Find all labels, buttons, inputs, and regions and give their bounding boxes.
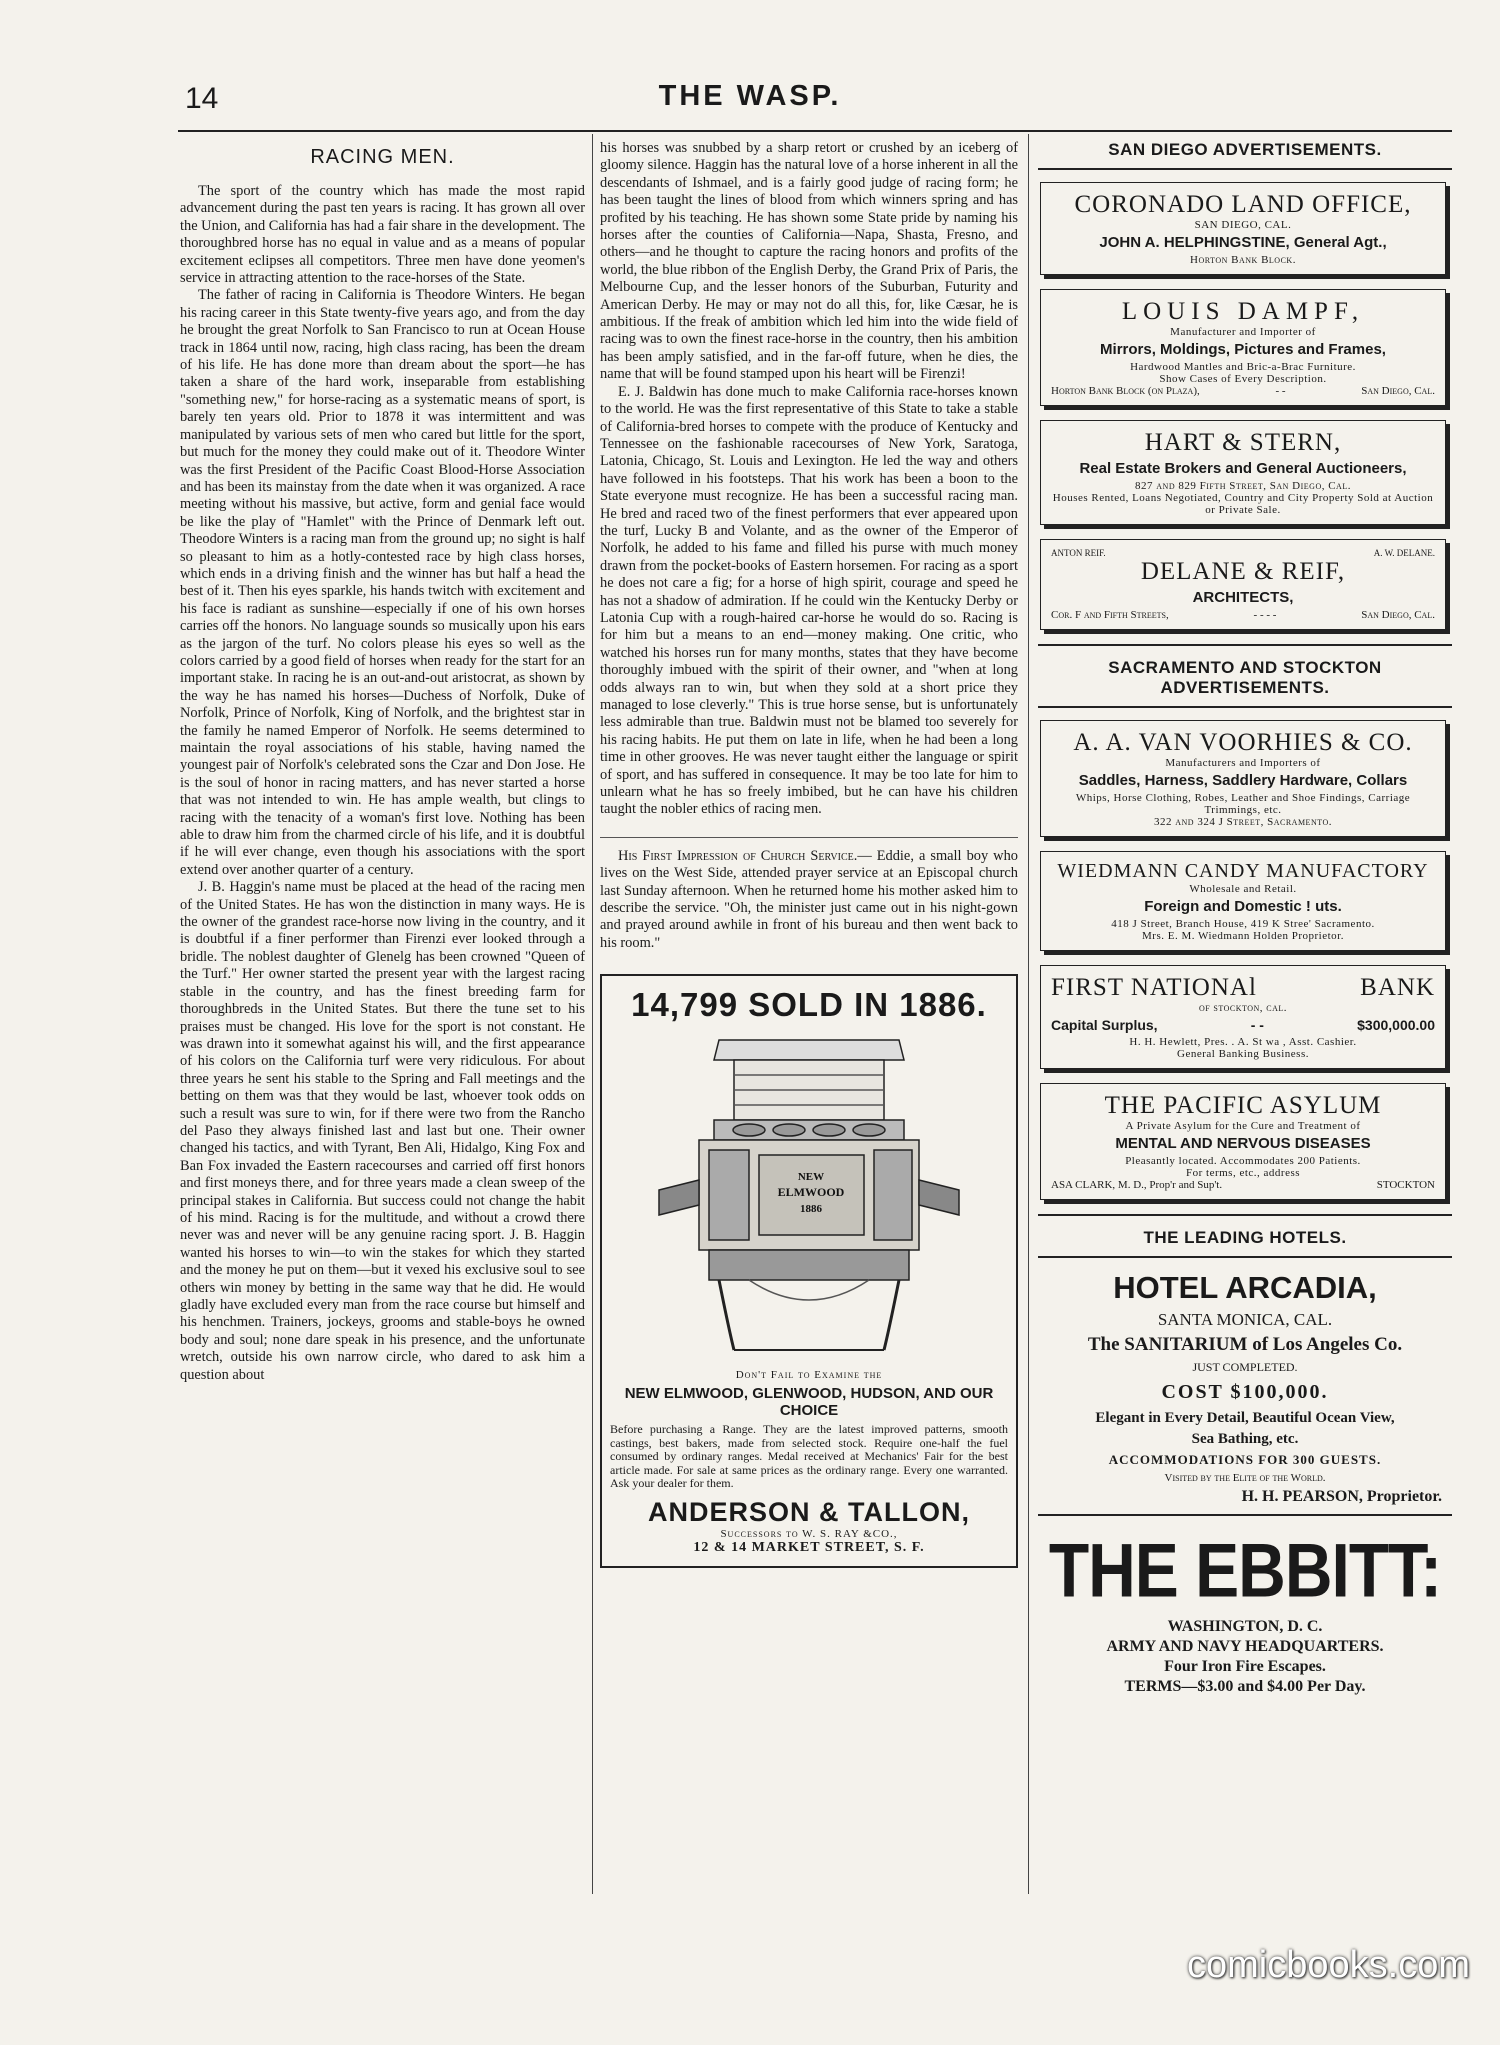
hotels-heading: THE LEADING HOTELS. — [1143, 1228, 1347, 1247]
bank-name-end: BANK — [1360, 974, 1435, 1001]
bank-officers: H. H. Hewlett, Pres. . A. St wa , Asst. Cashier. — [1129, 1036, 1357, 1048]
voorhies-products: Saddles, Harness, Saddlery Hardware, Collars — [1078, 772, 1408, 789]
stove-description: Before purchasing a Range. They are the latest improved patterns, smooth castings, best bakers, made from selected stock. Require one-half the fuel consumed by ordinary ranges. Medal received at Mechanics' Fair for the best article made. For sale at same prices as the ordinary range. Every one warranted. Ask your dealer for them. — [610, 1422, 1008, 1491]
arcadia-sanitarium: The SANITARIUM of Los Angeles Co. — [1087, 1334, 1403, 1355]
article-continued — [600, 140, 1018, 819]
section-rule — [1038, 644, 1452, 646]
arcadia-sea: Sea Bathing, etc. — [1191, 1431, 1299, 1447]
dampf-name: LOUIS DAMPF, — [1121, 298, 1365, 325]
hart-stern-name: HART & STERN, — [1144, 429, 1342, 456]
bank-capital-label: Capital Surplus, — [1051, 1017, 1158, 1033]
header-rule — [178, 130, 1452, 132]
wiedmann-ad — [1040, 851, 1446, 951]
dampf-line: Show Cases of Every Description. — [1159, 373, 1327, 385]
hart-stern-services: Houses Rented, Loans Negotiated, Country and City Property Sold at Auction or Private Sale. — [1052, 492, 1434, 516]
bank-city: of stockton, cal. — [1198, 1002, 1288, 1014]
column-rule-1 — [592, 134, 593, 1894]
bank-name-row — [1051, 974, 1435, 1002]
delane-name-small: A. W. DELANE. — [1373, 548, 1435, 558]
voorhies-address: 322 and 324 J Street, Sacramento. — [1153, 816, 1332, 828]
arcadia-cost: COST $100,000. — [1161, 1381, 1329, 1403]
asylum-line: For terms, etc., address — [1185, 1167, 1301, 1179]
delane-names-row — [1051, 548, 1435, 558]
article-title: RACING MEN. — [310, 146, 455, 168]
wiedmann-name: WIEDMANN CANDY MANUFACTORY — [1057, 860, 1429, 882]
ebbitt-terms: TERMS—$3.00 and $4.00 Per Day. — [1124, 1678, 1366, 1695]
arcadia-completed: JUST COMPLETED. — [1192, 1360, 1298, 1374]
dampf-products: Mirrors, Moldings, Pictures and Frames, — [1100, 341, 1386, 358]
right-column — [1038, 140, 1452, 1698]
anecdote-text: Eddie, a small boy who lives on the West Side, attended prayer service at an Episcopal church last Sunday afternoon. When he returned home his mother asked him to describe the service. "Oh, the minister just came out in his night-gown and prayed around awhile in front of his bureau and then went back to his room." — [600, 847, 1018, 951]
bank-name: FIRST NATIONAl — [1051, 974, 1257, 1001]
arcadia-accommodations: ACCOMMODATIONS FOR 300 GUESTS. — [1108, 1452, 1382, 1467]
newspaper-masthead: THE WASP. — [658, 80, 842, 112]
stove-firm-name: ANDERSON & TALLON, — [648, 1496, 970, 1527]
section-rule — [1038, 706, 1452, 708]
asylum-name: THE PACIFIC ASYLUM — [1104, 1092, 1382, 1119]
section-rule — [1038, 1256, 1452, 1258]
asylum-city: STOCKTON — [1376, 1179, 1435, 1191]
asylum-line: A Private Asylum for the Cure and Treatment of — [1125, 1120, 1361, 1132]
reif-name: ANTON REIF. — [1051, 548, 1106, 558]
article-paragraph: The sport of the country which has made the most rapid advancement during the past ten years is racing. It has grown all over the Union, and California has had a fair share in the development. The thoroughbred horse has no equal in value and as a means of popular excitement eclipses all competitors. Three men have done yeomen's service in attracting attention to the race-horses of the State. — [180, 183, 585, 287]
anecdote — [600, 848, 1018, 952]
delane-address-right: San Diego, Cal. — [1361, 609, 1435, 621]
dampf-line: Hardwood Mantles and Bric-a-Brac Furniture. — [1130, 361, 1356, 373]
article-paragraph: E. J. Baldwin has done much to make California race-horses known to the world. He was the first representative of this State to take a stable of California-bred horses to compete with the produce of Kentucky and Tennessee on the fashionable racecourses of New York, Saratoga, Latonia, Chicago, St. Louis and Lexington. He led the way and others have followed in his footsteps. That his work has been a boon to the State everyone must recognize. He has been a successful racing man. He bred and raced two of the finest performers that ever appeared upon the turf, Lucky B and Volante, and as the owner of the Emperor of Norfolk, he added to his fame and filled his purse with much money drawn from the pocket-books of Eastern horsemen. For racing as a sport he does not care a fig; for a horse of high spirit, courage and speed he has not a shadow of admiration. If he could win the Kentucky Derby or Latonia Cup with a rough-haired car-horse he would do so. Racing is for him but a means to an end—money making. One critic, who watched his horses run for many months, states that they have become thoroughly imbued with the spirit of their owner, and "when at long odds always ran to win, but when they sold at a short price they managed to lose cleverly." This is true horse sense, but is unfortunately less admirable than true. Baldwin must not be blamed too severely for his racing habits. He put them on late in life, when he had been a long time in other grooves. He was never taught either the language or spirit of sport, and has suffered in consequence. It may be too late for him to unlearn what he has so freely imbibed, but he can have his children taught the nobler ethics of racing men. — [600, 383, 1018, 818]
wiedmann-products: Foreign and Domestic ! uts. — [1144, 898, 1342, 915]
coronado-name: CORONADO LAND OFFICE, — [1074, 191, 1412, 218]
dampf-address-dash: - - — [1275, 385, 1286, 397]
dampf-address-right: San Diego, Cal. — [1361, 385, 1435, 397]
ebbitt-ad — [1038, 1527, 1452, 1696]
oven-label-elmwood: ELMWOOD — [777, 1185, 845, 1200]
delane-address-row — [1051, 609, 1435, 621]
stove-models: NEW ELMWOOD, GLENWOOD, HUDSON, AND OUR CHOICE — [624, 1385, 994, 1420]
coronado-city: SAN DIEGO, CAL. — [1194, 219, 1292, 231]
oven-label-new: NEW — [797, 1171, 825, 1184]
hart-stern-address: 827 and 829 Fifth Street, San Diego, Cal. — [1135, 480, 1351, 492]
stove-successors: Successors to W. S. RAY &CO., — [720, 1527, 898, 1540]
wiedmann-proprietor: Mrs. E. M. Wiedmann Holden Proprietor. — [1142, 930, 1344, 942]
delane-address-dash: - - - - — [1253, 609, 1277, 621]
coronado-agent: JOHN A. HELPHINGSTINE, General Agt., — [1099, 234, 1387, 251]
delane-reif-ad — [1040, 539, 1446, 630]
bank-capital-value: $300,000.00 — [1357, 1017, 1435, 1033]
asylum-specialty: MENTAL AND NERVOUS DISEASES — [1115, 1135, 1371, 1152]
column-rule-2 — [1028, 134, 1029, 1894]
ebbitt-escapes: Four Iron Fire Escapes. — [1164, 1658, 1326, 1675]
asylum-proprietor: ASA CLARK, M. D., Prop'r and Sup't. — [1051, 1179, 1223, 1191]
section-rule — [1038, 1514, 1452, 1516]
section-divider — [600, 837, 1018, 838]
hart-stern-ad — [1040, 420, 1446, 525]
arcadia-proprietor: H. H. PEARSON, Proprietor. — [1241, 1488, 1442, 1505]
coronado-address: Horton Bank Block. — [1190, 254, 1296, 266]
hart-stern-trade: Real Estate Brokers and General Auctioneers, — [1079, 460, 1407, 477]
asylum-address-row — [1051, 1179, 1435, 1191]
page-number: 14 — [185, 82, 219, 115]
watermark-text: comicbooks.com — [1187, 1944, 1470, 1986]
stove-address: 12 & 14 MARKET STREET, S. F. — [693, 1539, 925, 1555]
stove-advertisement — [600, 974, 1018, 1568]
stove-headline: 14,799 SOLD IN 1886. — [631, 986, 987, 1024]
arcadia-elegant: Elegant in Every Detail, Beautiful Ocean View, — [1095, 1410, 1395, 1426]
oven-label-year: 1886 — [800, 1203, 822, 1216]
dampf-line: Manufacturer and Importer of — [1170, 326, 1316, 338]
san-diego-heading: SAN DIEGO ADVERTISEMENTS. — [1108, 140, 1382, 159]
article-paragraph: his horses was snubbed by a sharp retort or crushed by an iceberg of gloomy silence. Haggin has the natural love of a horse inherent in all the descendants of Ishmael, and is a fairly good judge of racing form; he has been taught the lines of blood from which winners spring and has profited by his teaching. He has shown some State pride by naming his horses after the counties of California—Napa, Shasta, Fresno, and others—and he thought to capture the racing honors and profits of the world, the blue ribbon of the English Derby, the Grand Prix of Paris, the Melbourne Cup, and the lesser honors of the Suburban, Futurity and American Derby. He may or may not do all this, for, like Cæsar, he is ambitious. If the freak of ambition which led him into the wide field of racing was to own the finest race-horse in the country, then his ambition has been amply satisfied, and in the far-off future, when he dies, the name that will be found stamped upon his heart will be Firenzi! — [600, 140, 1019, 383]
ebbitt-headquarters: ARMY AND NAVY HEADQUARTERS. — [1106, 1638, 1384, 1655]
middle-column — [600, 140, 1018, 1568]
delane-reif-name: DELANE & REIF, — [1140, 558, 1346, 585]
stove-illustration — [639, 1030, 979, 1360]
coronado-ad — [1040, 182, 1446, 275]
ebbitt-city: WASHINGTON, D. C. — [1167, 1618, 1323, 1635]
bank-ad — [1040, 965, 1446, 1069]
arcadia-ad — [1038, 1270, 1452, 1506]
bank-capital-dash: - - — [1250, 1017, 1264, 1033]
anecdote-title: His First Impression of Church Service.— — [618, 847, 872, 864]
dampf-address-left: Horton Bank Block (on Plaza), — [1051, 385, 1200, 397]
asylum-line: Pleasantly located. Accommodates 200 Patients. — [1125, 1155, 1361, 1167]
voorhies-line: Manufacturers and Importers of — [1165, 757, 1321, 769]
delane-reif-trade: ARCHITECTS, — [1192, 589, 1294, 606]
dampf-address-row — [1051, 385, 1435, 397]
delane-address-left: Cor. F and Fifth Streets, — [1051, 609, 1169, 621]
article-paragraph: J. B. Haggin's name must be placed at the head of the racing men of the United States. He has won the distinction in many ways. He is the owner of the grandest race-horse now living in the country, and it is doubtful if a finer performer than Firenzi ever looked through a bridle. The noblest daughter of Glenelg has been crowned "Queen of the Turf." Her owner started the present year with the largest racing stable in the country, and has the finest breeding farm for thoroughbreds in the United States. But there the tune set to his praises must be changed. His love for the sport is not constant. He was drawn into it somewhat against his will, and the first appearance of his colors on the California turf were very ridiculous. For about three years he sent his stable to the Spring and Fall meetings and the betting on them was that they would be last, whoever took odds on such a result was sure to win, for if there were two from the Rancho del Paso they always finished last and last but one. Their owner changed his tactics, and with Tyrant, Ben Ali, Hidalgo, King Fox and Ban Fox invaded the Eastern racecourses and carried off first honors and first moneys there, and for three years made a clean sweep of the principal stakes in California. But success could not change the habit of his mind. Racing is for the multitude, and without a crowd there never was and never will be any genuine racing sport. J. B. Haggin wanted his horses to win—to win the stakes for which they started and the money he put on them—but it vexed his exclusive soul to see others win money by betting in the same way that he did. He would gladly have excluded every man from the race course but himself and his henchmen. Trainers, jockeys, grooms and stable-boys he owned body and soul; none dare speak in his presence, and the unfortunate wretch, outside his own narrow circle, who dared to ask him a question about — [180, 879, 585, 1383]
bank-business: General Banking Business. — [1177, 1048, 1309, 1060]
article-body — [180, 183, 585, 1384]
wiedmann-address: 418 J Street, Branch House, 419 K Stree' Sacramento. — [1111, 918, 1375, 930]
section-rule — [1038, 1214, 1452, 1216]
wiedmann-line: Wholesale and Retail. — [1189, 883, 1297, 895]
voorhies-ad — [1040, 720, 1446, 837]
sacramento-heading: SACRAMENTO AND STOCKTON ADVERTISEMENTS. — [1108, 658, 1382, 697]
article-paragraph: The father of racing in California is Theodore Winters. He began his racing career in this State twenty-five years ago, and from the day he brought the great Norfolk to San Francisco to run at Ocean House track in 1864 until now, racing, high class racing, has been the dream of his life. He has done more than dream about the sport—he has taken a share of the hard work, inseparable from establishing "something new," for horse-racing as a systematic means of sport, is barely ten years old. Prior to 1878 it was intermittent and was manipulated by various sets of men who cared but little for the sport, but much for the money they could make out of it. Theodore Winter was the first President of the Pacific Coast Blood-Horse Association and has been its mainstay from the date when it was organized. A race meeting without his massive, but active, form and genial face would be like the play of "Hamlet" with the Prince of Denmark left out. Theodore Winters is a racing man from the ground up; no sight is half so pleasant to him as a hotly-contested race by high class horses, which ends in a driving finish and the winner has but half a head the best of it. Then his eyes sparkle, his hands twitch with excitement and his face is radiant as sunshine—especially if one of his own horses carries off the honors. No language sounds so musically upon his ears as the jargon of the turf. No colors please his eyes so well as the colors carried by a good field of horses when ready for the start for an important stake. In racing he is an out-and-out aristocrat, as shown by the way he has named his horses—Duchess of Norfolk, Duke of Norfolk, Prince of Norfolk, King of Norfolk, and the brightest star in the family he named Emperor of Norfolk. He seems determined to maintain the royal associations of his stable, having named the youngest pair of Norfolk's celebrated sons the Czar and Don Jose. He is the soul of honor in racing matters, and has never started a horse that was not intended to win. He has ample wealth, but clings to racing with the tenacity of a woman's first love. Nothing has been able to draw him from the charmed circle of his life, and it is doubtful if he will ever change, even though his associations with the sport extend over another quarter of a century. — [180, 287, 585, 878]
arcadia-name: HOTEL ARCADIA, — [1113, 1270, 1377, 1305]
voorhies-line: Whips, Horse Clothing, Robes, Leather and Shoe Findings, Carriage Trimmings, etc. — [1075, 792, 1411, 816]
arcadia-city: SANTA MONICA, CAL. — [1157, 1310, 1333, 1329]
section-rule — [1038, 168, 1452, 170]
arcadia-visited: Visited by the Elite of the World. — [1164, 1472, 1326, 1484]
asylum-ad — [1040, 1083, 1446, 1200]
voorhies-name: A. A. VAN VOORHIES & CO. — [1073, 729, 1413, 756]
left-column — [180, 140, 585, 1384]
stove-dont-fail: Don't Fail to Examine the — [735, 1369, 883, 1382]
bank-capital-row — [1051, 1017, 1435, 1033]
ebbitt-name: THE EBBITT: — [1048, 1527, 1442, 1613]
dampf-ad — [1040, 289, 1446, 406]
